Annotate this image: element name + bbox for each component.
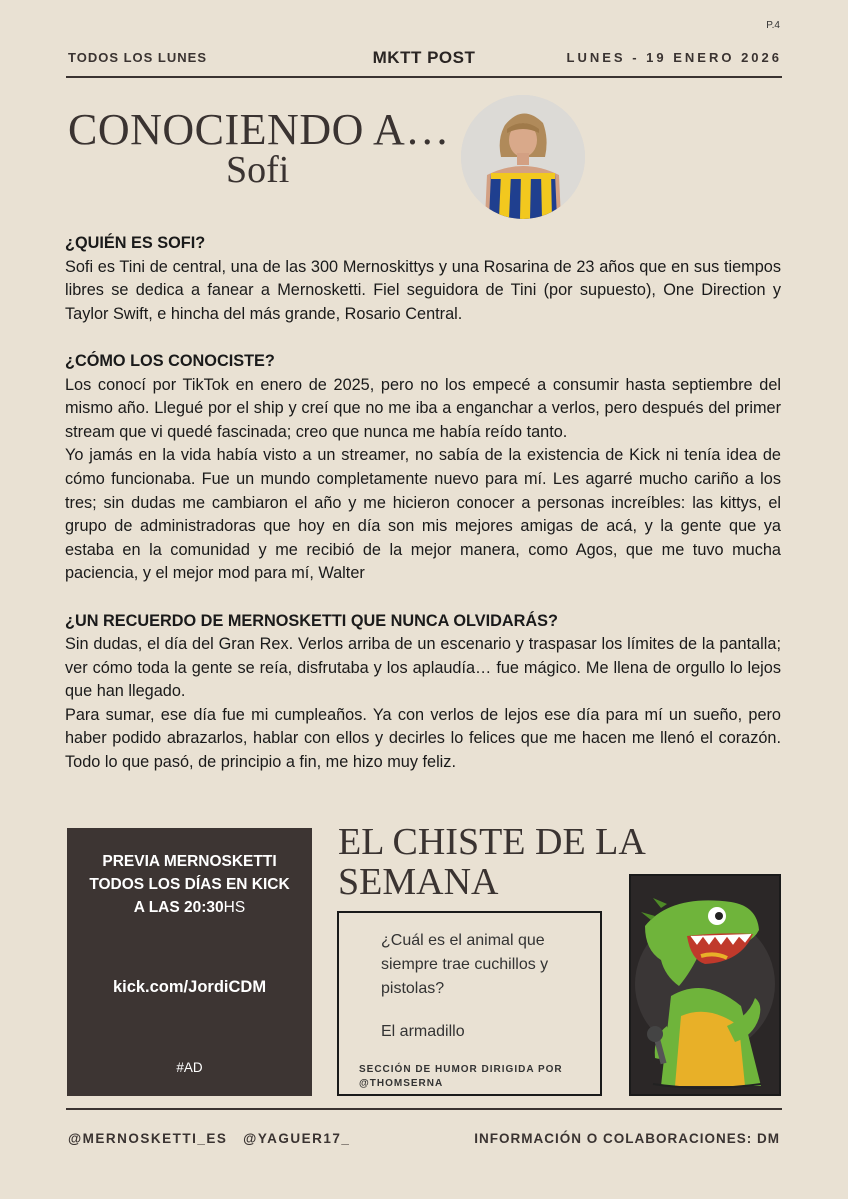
question-heading: ¿UN RECUERDO DE MERNOSKETTI QUE NUNCA OLVIDARÁS?: [65, 611, 558, 630]
answer-paragraph: Para sumar, ese día fue mi cumpleaños. Ya con verlos de lejos ese día para mí un sueño, pero haber podido abrazarlos, hablar con ellos y decirles lo felices que me hacen me llenó el corazón. Todo lo que pasó, de principio a fin, me hizo muy feliz.: [65, 705, 781, 772]
ad-url-link[interactable]: kick.com/JordiCDM: [112, 978, 267, 996]
joke-section-title: EL CHISTE DE LA SEMANA: [338, 821, 644, 903]
answer-paragraph: Sin dudas, el día del Gran Rex. Verlos arriba de un escenario y traspasar los límites de la pantalla; ver cómo toda la gente se reía, disfrutaba y los aplaudía… fue mágico. Me llena de orgullo lo lejos que han llegado.: [65, 635, 781, 701]
page-number: P.4: [766, 20, 780, 31]
footer-contact: INFORMACIÓN O COLABORACIONES: DM: [474, 1131, 780, 1146]
ad-line: PREVIA MERNOSKETTI: [102, 853, 277, 870]
ad-tag: #AD: [176, 1060, 203, 1075]
article-subtitle: Sofi: [226, 149, 290, 191]
article-title: CONOCIENDO A…: [68, 105, 450, 154]
ad-time-suffix: HS: [223, 899, 246, 916]
joke-box: [337, 911, 602, 1096]
ad-line: TODOS LOS DÍAS EN KICK: [89, 876, 290, 893]
answer-paragraph: Sofi es Tini de central, una de las 300 Mernoskittys y una Rosarina de 23 años que en sus tiempos libres se dedica a fanear a Mernosketti. Fiel seguidora de Tini (por supuesto), One Direction y Taylor Swift, e hincha del más grande, Rosario Central.: [65, 257, 781, 323]
ad-line: [67, 896, 312, 919]
joke-question: ¿Cuál es el animal que siempre trae cuchillos y pistolas?: [381, 932, 549, 997]
dinosaur-mascot-illustration: [629, 874, 781, 1096]
article-body: [65, 232, 781, 775]
header-date: LUNES - 19 ENERO 2026: [566, 50, 782, 65]
answer-paragraph: Los conocí por TikTok en enero de 2025, pero no los empecé a consumir hasta septiembre del mismo año. Llegué por el ship y creí que no me iba a enganchar a verlos, pero después del primer stream que vi quedé fascinada; creo que nunca me había reído tanto.: [65, 375, 781, 441]
joke-answer: El armadillo: [381, 1023, 465, 1040]
header-divider: [66, 76, 782, 78]
header-left: TODOS LOS LUNES: [68, 50, 207, 65]
answer-paragraph: Yo jamás en la vida había visto a un streamer, no sabía de la existencia de Kick ni tenía idea de cómo funcionaba. Fue un mundo completamente nuevo para mí. Les agarré mucho cariño a los tres; sin dudas me cambiaron el año y me hicieron conocer a personas increíbles: las kittys, el grupo de administradoras que hoy en día son mis mejores amigas de acá, y la gente que ya estaba en la comunidad y me recibió de la mejor manera, como Agos, que me tuvo mucha paciencia, y el mejor mod para mí, Walter: [65, 446, 781, 583]
portrait-photo: [461, 95, 585, 219]
question-heading: ¿CÓMO LOS CONOCISTE?: [65, 351, 275, 370]
joke-credit: SECCIÓN DE HUMOR DIRIGIDA POR @THOMSERNA: [359, 1064, 563, 1089]
masthead-title: MKTT POST: [372, 48, 476, 67]
question-heading: ¿QUIÉN ES SOFI?: [65, 234, 206, 252]
ad-panel: [67, 828, 312, 1096]
footer-social-handles[interactable]: @MERNOSKETTI_ES @YAGUER17_: [68, 1131, 351, 1146]
footer-divider: [66, 1108, 782, 1110]
ad-time: A LAS 20:30: [133, 899, 224, 916]
